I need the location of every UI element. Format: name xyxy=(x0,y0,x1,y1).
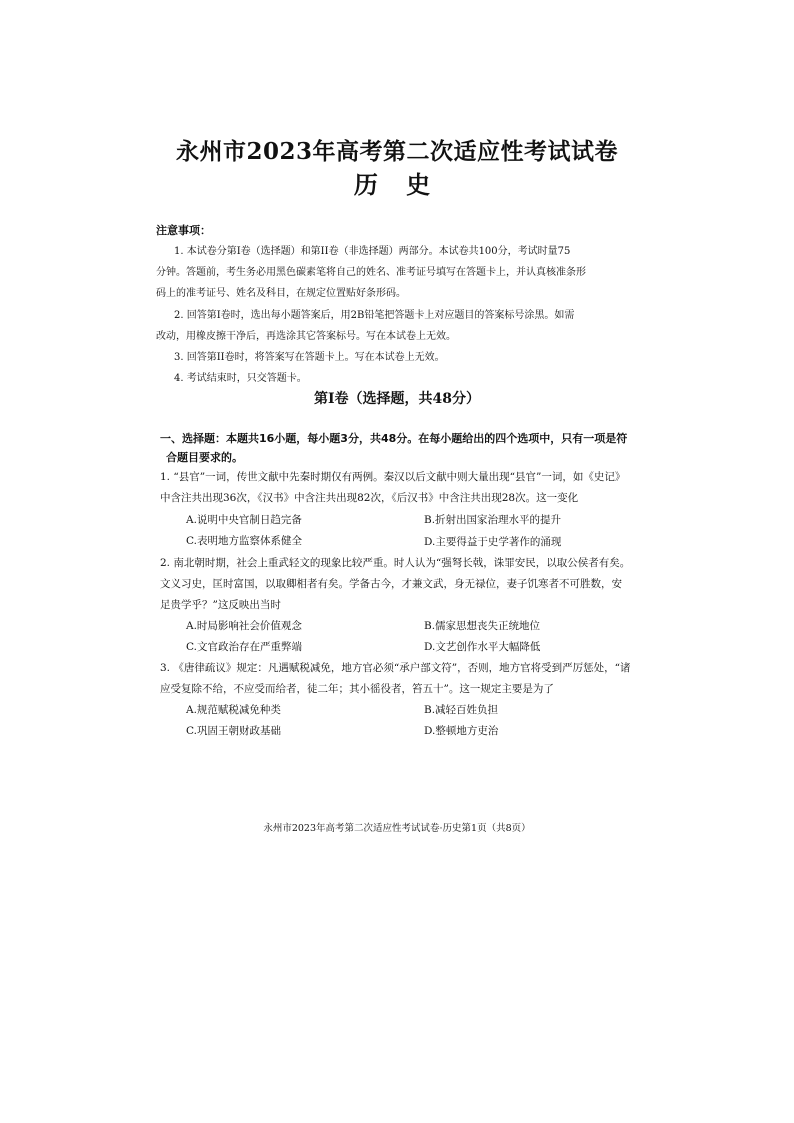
question-1-line-2: 中含注共出现36次，《汉书》中含注共出现82次，《后汉书》中含注共出现28次。这一变化 xyxy=(160,492,579,504)
question-3-option-b: B.减轻百姓负担 xyxy=(424,704,499,716)
question-1-option-a: A.说明中央官制日趋完备 xyxy=(186,514,302,526)
notice-line-4: 2. 回答第I卷时，选出每小题答案后，用2B铅笔把答题卡上对应题目的答案标号涂黑。如需 xyxy=(174,310,575,321)
notice-line-3: 码上的准考证号、姓名及科目，在规定位置贴好条形码。 xyxy=(156,288,406,299)
question-2-option-d: D.文艺创作水平大幅降低 xyxy=(424,641,541,653)
subject-title: 历 史 xyxy=(353,170,441,199)
question-1-option-b: B.折射出国家治理水平的提升 xyxy=(424,514,562,526)
notice-line-7: 4. 考试结束时，只交答题卡。 xyxy=(174,373,307,384)
notice-line-2: 分钟。答题前，考生务必用黑色碳素笔将自己的姓名、准考证号填写在答题卡上，并认真核准条形 xyxy=(156,267,586,278)
question-2-option-a: A.时局影响社会价值观念 xyxy=(186,620,302,632)
question-1-line-1: 1. “县官”一词，传世文献中先秦时期仅有两例。秦汉以后文献中则大量出现“县官”一词，如《史记》 xyxy=(160,471,626,483)
question-3-line-1: 3. 《唐律疏议》规定：凡遇赋税减免，地方官必须“承户部文符”，否则，地方官将受到严厉惩处，“诸 xyxy=(160,662,631,674)
question-2-option-c: C.文官政治存在严重弊端 xyxy=(186,641,302,653)
notice-line-5: 改动，用橡皮擦干净后，再选涂其它答案标号。写在本试卷上无效。 xyxy=(156,331,456,342)
question-3-option-c: C.巩固王朝财政基础 xyxy=(186,725,281,737)
page-title: 永州市2023年高考第二次适应性考试试卷 xyxy=(175,138,618,165)
page-footer: 永州市2023年高考第二次适应性考试试卷·历史第1页（共8页） xyxy=(263,823,531,834)
notice-line-1: 1. 本试卷分第I卷（选择题）和第II卷（非选择题）两部分。本试卷共100分，考试时量75 xyxy=(174,246,571,257)
section-intro-line-2: 合题目要求的。 xyxy=(166,451,243,464)
notice-heading: 注意事项： xyxy=(156,224,211,237)
question-1-option-c: C.表明地方监察体系健全 xyxy=(186,535,302,547)
question-3-option-d: D.整顿地方吏治 xyxy=(424,725,499,737)
question-2-option-b: B.儒家思想丧失正统地位 xyxy=(424,620,541,632)
question-2-line-3: 足贵学乎？”这反映出当时 xyxy=(160,599,281,611)
question-2-line-1: 2. 南北朝时期，社会上重武轻文的现象比较严重。时人认为“强弩长戟，诛罪安民，以取公侯者有矣。 xyxy=(160,557,631,569)
section-title: 第I卷（选择题，共48分） xyxy=(313,391,481,407)
question-2-line-2: 文义习史，匡时富国，以取卿相者有矣。学备古今，才兼文武，身无禄位，妻子饥寒者不可胜数，安 xyxy=(160,578,622,590)
question-3-option-a: A.规范赋税减免种类 xyxy=(186,704,281,716)
section-intro-line-1: 一、选择题：本题共16小题，每小题3分，共48分。在每小题给出的四个选项中，只有一项是符 xyxy=(160,432,628,445)
question-3-line-2: 应受复除不给，不应受而给者，徒二年；其小徭役者，笞五十”。这一规定主要是为了 xyxy=(160,683,554,695)
notice-line-6: 3. 回答第II卷时，将答案写在答题卡上。写在本试卷上无效。 xyxy=(174,352,445,363)
question-1-option-d: D.主要得益于史学著作的涌现 xyxy=(424,536,562,548)
